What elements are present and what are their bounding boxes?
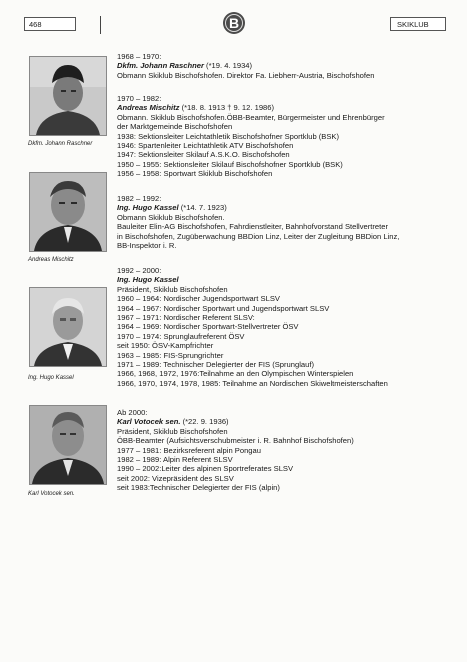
portrait-photo: [29, 287, 107, 367]
person-name: Ing. Hugo Kassel (*14. 7. 1923): [117, 203, 227, 213]
bio-line: 1947: Sektionsleiter Skilauf A.S.K.O. Bischofshofen: [117, 150, 290, 160]
bio-line: ÖBB-Beamter (Aufsichtsverschubmeister i. R. Bahnhof Bischofshofen): [117, 436, 354, 446]
biography-entry: [117, 52, 447, 80]
portrait-photo: [29, 405, 107, 485]
bio-line: 1960 – 1964: Nordischer Jugendsportwart SLSV: [117, 294, 280, 304]
section-label: SKIKLUB: [390, 17, 446, 31]
bio-line: in Bischofshofen, Zugüberwachung BBDion Linz, Leiter der Zugleitung BBDion Linz,: [117, 231, 400, 241]
caption-mischitz: Andreas Mischitz: [28, 257, 74, 263]
term-years: 1992 – 2000:: [117, 266, 162, 275]
bio-line: 1956 – 1958: Sportwart Skiklub Bischofshofen: [117, 169, 273, 179]
bio-line: 1964 – 1969: Nordischer Sportwart-Stellvertreter ÖSV: [117, 322, 299, 332]
person-name: Ing. Hugo Kassel: [117, 275, 179, 285]
life-dates: (*14. 7. 1923): [178, 203, 227, 213]
bio-line: 1977 – 1981: Bezirksreferent alpin Pongau: [117, 445, 261, 455]
bio-line: Obmann Skiklub Bischofshofen. Direktor Fa. Liebherr-Austria, Bischofshofen: [117, 70, 375, 80]
caption-kassel: Ing. Hugo Kassel: [28, 375, 74, 381]
term-years: 1968 – 1970:: [117, 52, 162, 61]
bio-line: 1966, 1970, 1974, 1978, 1985: Teilnahme an Nordischen Skiweltmeisterschaften: [117, 378, 388, 388]
bio-line: Präsident, Skiklub Bischofshofen: [117, 426, 228, 436]
term-years: Ab 2000:: [117, 408, 148, 417]
header-divider: [100, 16, 101, 34]
term-years: 1982 – 1992:: [117, 194, 162, 203]
biography-entry: [117, 266, 447, 388]
bio-line: 1990 – 2002:Leiter des alpinen Sportreferates SLSV: [117, 464, 294, 474]
bio-line: 1966, 1968, 1972, 1976:Teilnahme an den Olympischen Winterspielen: [117, 369, 354, 379]
bio-line: 1950 – 1955: Sektionsleiter Skilauf Bischofshofner Sportklub (BSK): [117, 159, 343, 169]
club-logo: [223, 12, 245, 34]
bio-line: 1964 – 1967: Nordischer Sportwart und Jugendsportwart SLSV: [117, 303, 330, 313]
caption-raschner: Dkfm. Johann Raschner: [28, 141, 93, 147]
bio-line: Obmann Skiklub Bischofshofen.: [117, 212, 225, 222]
bio-line: 1971 – 1989: Technischer Delegierter der FIS (Sprunglauf): [117, 360, 314, 370]
bio-line: Obmann. Skiklub Bischofshofen.ÖBB-Beamter, Bürgermeister und Ehrenbürger: [117, 112, 385, 122]
person-name: Andreas Mischitz (*18. 8. 1913 † 9. 12. 1986): [117, 103, 275, 113]
term-years: 1970 – 1982:: [117, 94, 162, 103]
biography-entry: [117, 94, 447, 179]
bio-line: 1967 – 1971: Nordischer Referent SLSV:: [117, 313, 255, 323]
bio-line: Bauleiter Elin-AG Bischofshofen, Fahrdienstleiter, Bahnhofvorstand Stellvertreter: [117, 222, 388, 232]
life-dates: (*19. 4. 1934): [203, 61, 253, 71]
bio-line: seit 1950: ÖSV-Kampfrichter: [117, 341, 214, 351]
bio-line: 1982 – 1989: Alpin Referent SLSV: [117, 455, 233, 465]
person-name: Karl Votocek sen. (*22. 9. 1936): [117, 417, 229, 427]
bio-line: 1963 – 1985: FIS-Sprungrichter: [117, 350, 224, 360]
logo-letter: B: [228, 15, 240, 31]
bio-line: 1946: Spartenleiter Leichtathletik ATV Bischofshofen: [117, 141, 294, 151]
bio-line: seit 2002: Vizepräsident des SLSV: [117, 473, 234, 483]
bio-line: BB-Inspektor i. R.: [117, 241, 177, 251]
bio-line: Präsident, Skiklub Bischofshofen: [117, 284, 228, 294]
person-name: Dkfm. Johann Raschner (*19. 4. 1934): [117, 61, 253, 71]
bio-line: der Marktgemeinde Bischofshofen: [117, 122, 233, 132]
biography-entry: [117, 408, 447, 493]
biography-entry: [117, 194, 447, 250]
caption-votocek: Karl Votocek sen.: [28, 491, 75, 497]
portrait-photo: [29, 56, 107, 136]
page-number: 468: [24, 17, 76, 31]
life-dates: (*18. 8. 1913 † 9. 12. 1986): [179, 103, 275, 113]
bio-line: seit 1983:Technischer Delegierter der FIS (alpin): [117, 483, 280, 493]
bio-line: 1938: Sektionsleiter Leichtathletik Bischofshofner Sportklub (BSK): [117, 131, 340, 141]
portrait-photo: [29, 172, 107, 252]
bio-line: 1970 – 1974: Sprunglaufreferent ÖSV: [117, 331, 245, 341]
life-dates: (*22. 9. 1936): [180, 417, 229, 427]
